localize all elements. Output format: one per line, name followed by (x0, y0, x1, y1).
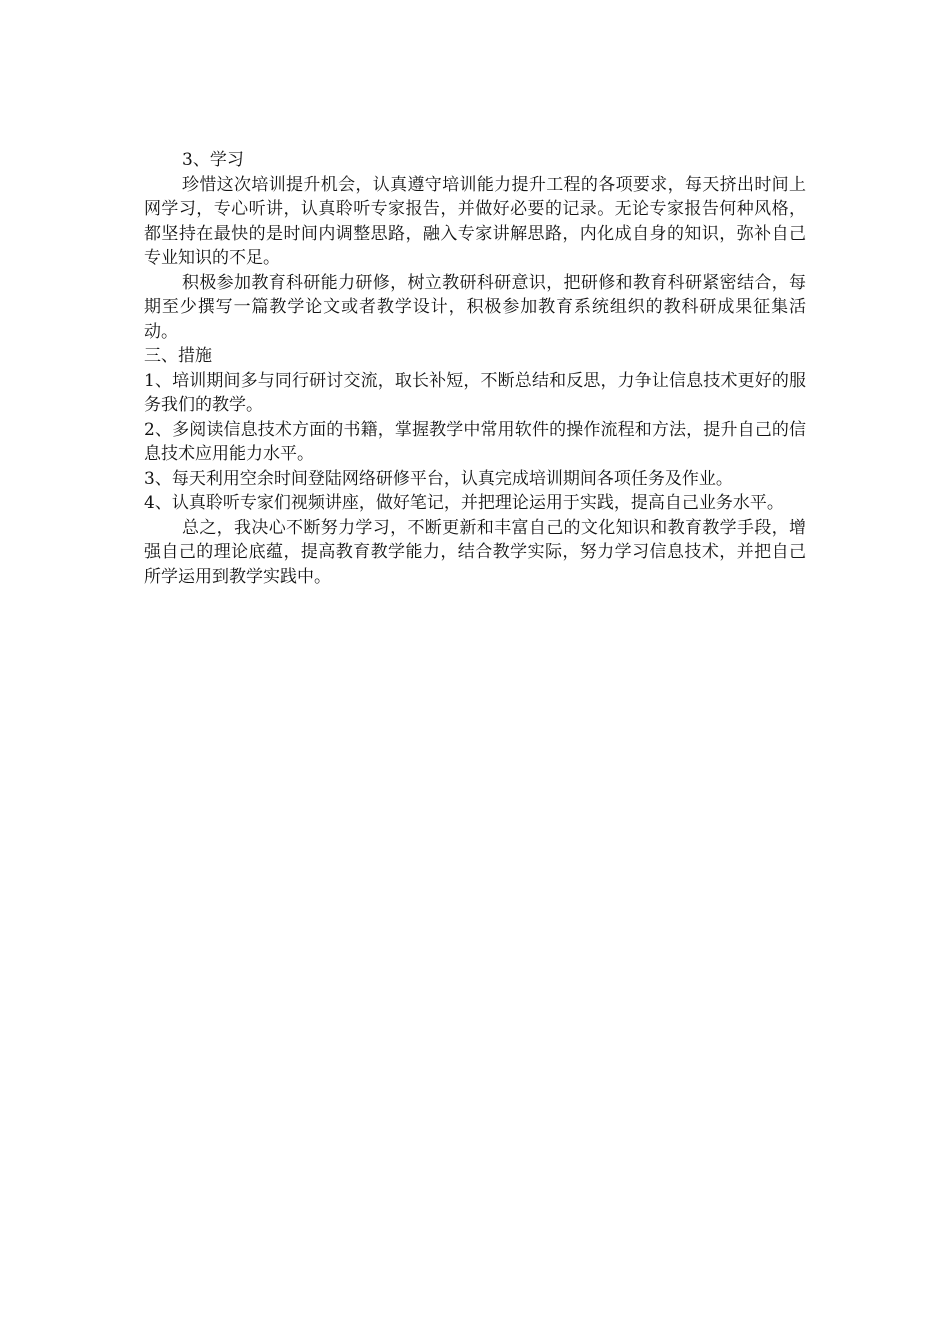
list-item-1: 1、培训期间多与同行研讨交流，取长补短，不断总结和反思，力争让信息技术更好的服务我们的教学。 (144, 370, 806, 415)
section-heading-study: 3、学习 (182, 150, 244, 170)
paragraph-study-opportunity: 珍惜这次培训提升机会，认真遵守培训能力提升工程的各项要求，每天挤出时间上网学习，专心听讲，认真聆听专家报告，并做好必要的记录。无论专家报告何种风格，都坚持在最快的是时间内调整思路，融入专家讲解思路，内化成自身的知识，弥补自己专业知识的不足。 (144, 174, 806, 268)
list-item-2: 2、多阅读信息技术方面的书籍，掌握教学中常用软件的操作流程和方法，提升自己的信息技术应用能力水平。 (144, 419, 806, 464)
paragraph-research: 积极参加教育科研能力研修，树立教研科研意识，把研修和教育科研紧密结合，每期至少撰写一篇教学论文或者教学设计，积极参加教育系统组织的教科研成果征集活动。 (144, 272, 806, 342)
paragraph-conclusion: 总之，我决心不断努力学习，不断更新和丰富自己的文化知识和教育教学手段，增强自己的理论底蕴，提高教育教学能力，结合教学实际，努力学习信息技术，并把自己所学运用到教学实践中。 (144, 517, 806, 587)
section-heading-measures: 三、措施 (144, 346, 212, 366)
list-item-4: 4、认真聆听专家们视频讲座，做好笔记，并把理论运用于实践，提高自己业务水平。 (144, 493, 784, 513)
document-body (144, 148, 806, 589)
list-item-3: 3、每天利用空余时间登陆网络研修平台，认真完成培训期间各项任务及作业。 (144, 468, 733, 489)
